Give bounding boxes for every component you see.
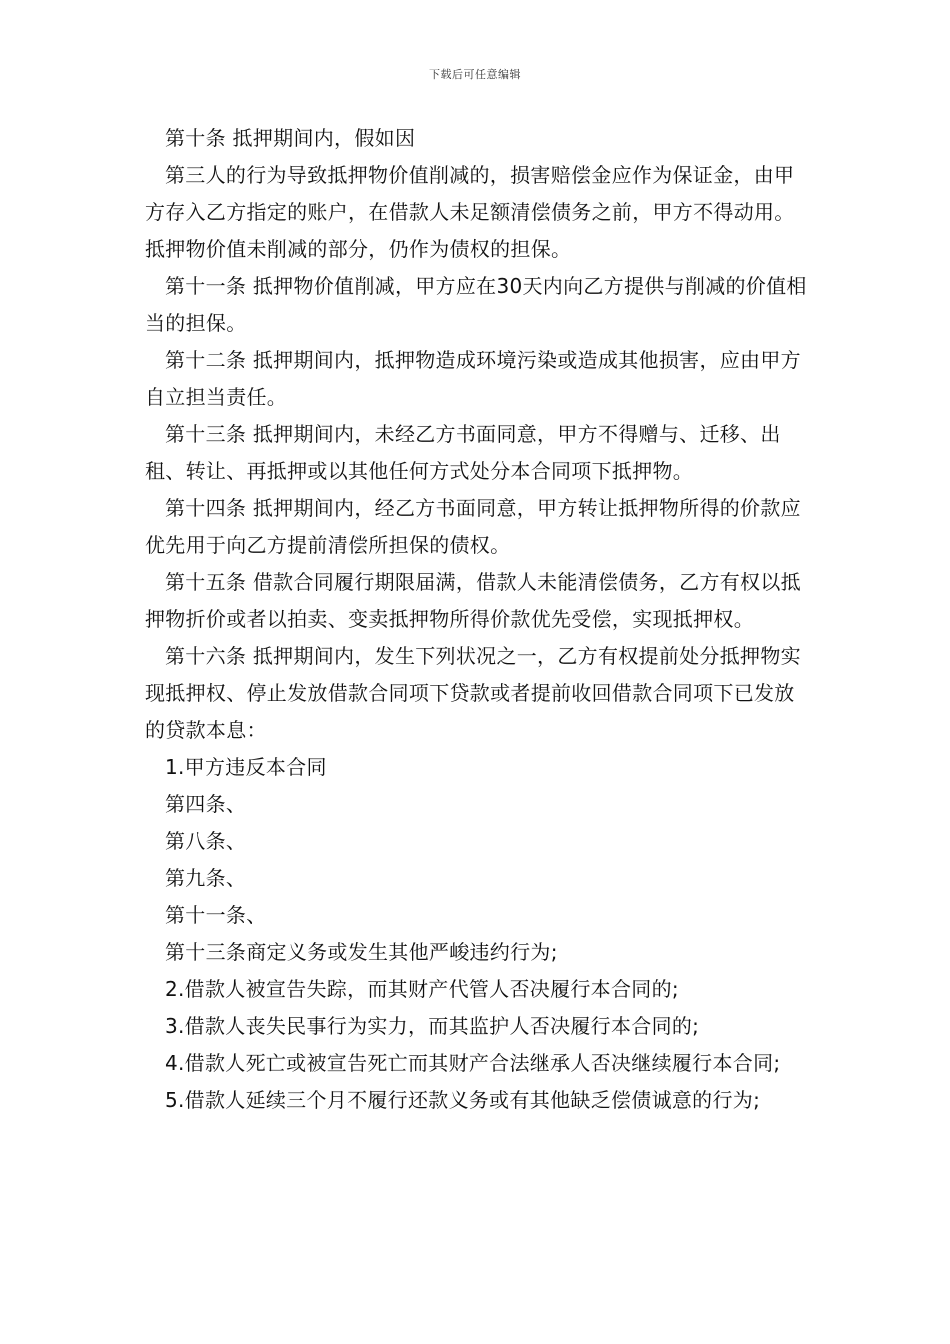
paragraph-article-10-cont: 第三人的行为导致抵押物价值削减的，损害赔偿金应作为保证金，由甲方存入乙方指定的账户，在借款人未足额清偿债务之前，甲方不得动用。抵押物价值未削减的部分，仍作为债权的担保。 [145,163,795,261]
document-body [145,120,813,1119]
list-item-1-ref-9: 第九条、 [165,866,247,890]
paragraph-article-10: 第十条 抵押期间内，假如因 [165,126,416,150]
list-item-1-ref-13: 第十三条商定义务或发生其他严峻违约行为; [165,940,558,964]
list-item-4: 4.借款人死亡或被宣告死亡而其财产合法继承人否决继续履行本合同; [165,1051,781,1075]
list-item-2: 2.借款人被宣告失踪，而其财产代管人否决履行本合同的; [165,977,679,1001]
page-header: 下载后可任意编辑 [429,68,521,81]
paragraph-article-11: 第十一条 抵押物价值削减，甲方应在30天内向乙方提供与削减的价值相当的担保。 [145,274,807,335]
list-item-3: 3.借款人丧失民事行为实力，而其监护人否决履行本合同的; [165,1014,700,1038]
paragraph-article-15: 第十五条 借款合同履行期限届满，借款人未能清偿债务，乙方有权以抵押物折价或者以拍卖、变卖抵押物所得价款优先受偿，实现抵押权。 [145,570,801,631]
list-item-1-ref-4: 第四条、 [165,792,247,816]
paragraph-article-13: 第十三条 抵押期间内，未经乙方书面同意，甲方不得赠与、迁移、出租、转让、再抵押或以其他任何方式处分本合同项下抵押物。 [145,422,781,483]
paragraph-article-16: 第十六条 抵押期间内，发生下列状况之一，乙方有权提前处分抵押物实现抵押权、停止发放借款合同项下贷款或者提前收回借款合同项下已发放的贷款本息： [145,644,801,742]
list-item-1-ref-8: 第八条、 [165,829,247,853]
list-item-1: 1.甲方违反本合同 [165,755,327,779]
paragraph-article-12: 第十二条 抵押期间内，抵押物造成环境污染或造成其他损害，应由甲方自立担当责任。 [145,348,801,409]
list-item-1-ref-11: 第十一条、 [165,903,267,927]
list-item-5: 5.借款人延续三个月不履行还款义务或有其他缺乏偿债诚意的行为; [165,1088,761,1112]
paragraph-article-14: 第十四条 抵押期间内，经乙方书面同意，甲方转让抵押物所得的价款应优先用于向乙方提前清偿所担保的债权。 [145,496,801,557]
